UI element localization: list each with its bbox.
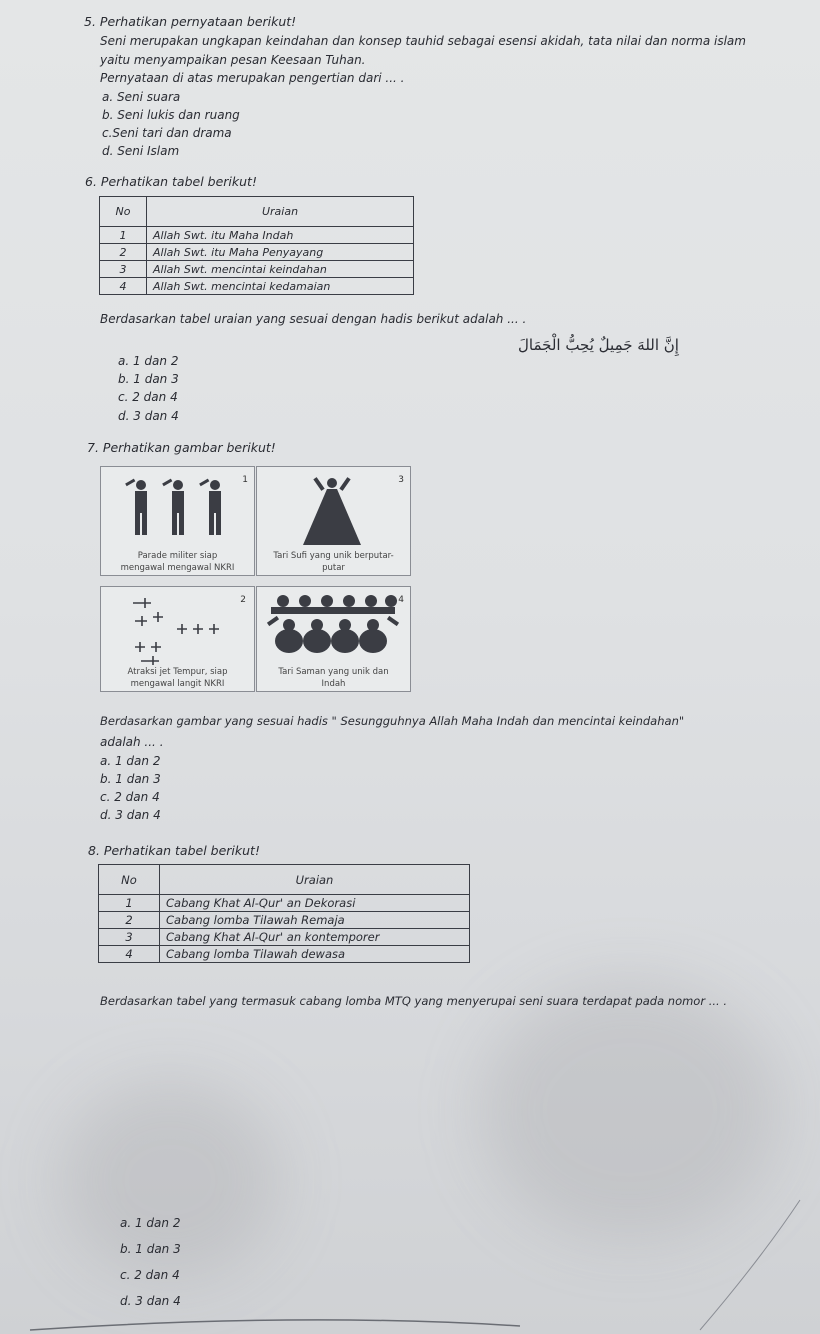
image-caption: Indah	[321, 679, 346, 689]
table-cell: 2	[99, 912, 160, 929]
table-cell: 3	[100, 261, 147, 278]
image-caption: Atraksi jet Tempur, siap	[127, 667, 228, 677]
q5-statement-line1: Seni merupakan ungkapan keindahan dan konsep tauhid sebagai esensi akidah, tata nilai dan norma islam	[100, 34, 746, 48]
image-caption: mengawal mengawal NKRI	[120, 563, 235, 573]
q7-question: Berdasarkan gambar yang sesuai hadis " Sesungguhnya Allah Maha Indah dan mencintai keindahan"	[100, 714, 685, 728]
table-cell: 2	[100, 244, 147, 261]
image-number: 1	[242, 475, 248, 485]
q6-option-a[interactable]: a. 1 dan 2	[118, 354, 179, 368]
q8-option-b[interactable]: b. 1 dan 3	[120, 1242, 181, 1256]
image-caption: mengawal langit NKRI	[130, 679, 225, 689]
image-caption: Parade militer siap	[137, 551, 218, 561]
q6-question: Berdasarkan tabel uraian yang sesuai dengan hadis berikut adalah ... .	[100, 312, 527, 326]
table-cell: Allah Swt. itu Maha Indah	[147, 227, 414, 244]
q5-option-a[interactable]: a. Seni suara	[102, 90, 181, 104]
q6-header-no: No	[100, 197, 147, 227]
q6-option-d[interactable]: d. 3 dan 4	[118, 409, 179, 423]
q5-option-c[interactable]: c.Seni tari dan drama	[102, 126, 232, 140]
table-cell: 1	[99, 895, 160, 912]
q8-header-uraian: Uraian	[160, 865, 470, 895]
table-cell: Cabang Khat Al-Qur' an kontemporer	[160, 929, 470, 946]
q7-option-b[interactable]: b. 1 dan 3	[100, 772, 161, 786]
image-caption: Tari Sufi yang unik berputar-	[273, 551, 394, 561]
q6-arabic-hadith: إِنَّ اللهَ جَمِيلٌ يُحِبُّ الْجَمَالَ	[518, 336, 679, 354]
q7-option-a[interactable]: a. 1 dan 2	[100, 754, 161, 768]
table-cell: Cabang lomba TiIawah Remaja	[160, 912, 470, 929]
q8-question: Berdasarkan tabel yang termasuk cabang lomba MTQ yang menyerupai seni suara terdapat pada nomor ... .	[100, 994, 728, 1008]
q7-option-c[interactable]: c. 2 dan 4	[100, 790, 160, 804]
image-number: 3	[398, 475, 404, 485]
table-cell: Cabang lomba TiIawah dewasa	[160, 946, 470, 963]
q8-option-c[interactable]: c. 2 dan 4	[120, 1268, 180, 1282]
table-cell: Allah Swt. mencintai keindahan	[147, 261, 414, 278]
table-cell: Cabang Khat Al-Qur' an Dekorasi	[160, 895, 470, 912]
q7-option-d[interactable]: d. 3 dan 4	[100, 808, 161, 822]
q6-title: 6. Perhatikan tabel berikut!	[85, 174, 257, 189]
q6-header-uraian: Uraian	[147, 197, 414, 227]
table-cell: 4	[99, 946, 160, 963]
table-cell: 4	[100, 278, 147, 295]
image-number: 2	[240, 595, 246, 605]
table-cell: Allah Swt. itu Maha Penyayang	[147, 244, 414, 261]
q5-statement-line2: yaitu menyampaikan pesan Keesaan Tuhan.	[100, 53, 366, 67]
image-caption: Tari Saman yang unik dan	[278, 667, 389, 677]
q8-option-d[interactable]: d. 3 dan 4	[120, 1294, 181, 1308]
q6-option-b[interactable]: b. 1 dan 3	[118, 372, 179, 386]
q8-header-no: No	[99, 865, 160, 895]
table-cell: Allah Swt. mencintai kedamaian	[147, 278, 414, 295]
image-caption: putar	[322, 563, 345, 573]
q5-question: Pernyataan di atas merupakan pengertian dari ... .	[100, 71, 405, 85]
q8-title: 8. Perhatikan tabel berikut!	[88, 843, 260, 858]
table-cell: 1	[100, 227, 147, 244]
q8-option-a[interactable]: a. 1 dan 2	[120, 1216, 181, 1230]
q7-question-end: adalah ... .	[100, 735, 164, 749]
q6-option-c[interactable]: c. 2 dan 4	[118, 390, 178, 404]
image-number: 4	[398, 595, 404, 605]
q5-option-d[interactable]: d. Seni Islam	[102, 144, 180, 158]
table-cell: 3	[99, 929, 160, 946]
q7-title: 7. Perhatikan gambar berikut!	[87, 440, 276, 455]
q5-option-b[interactable]: b. Seni lukis dan ruang	[102, 108, 240, 122]
q5-title: 5. Perhatikan pernyataan berikut!	[84, 14, 297, 29]
